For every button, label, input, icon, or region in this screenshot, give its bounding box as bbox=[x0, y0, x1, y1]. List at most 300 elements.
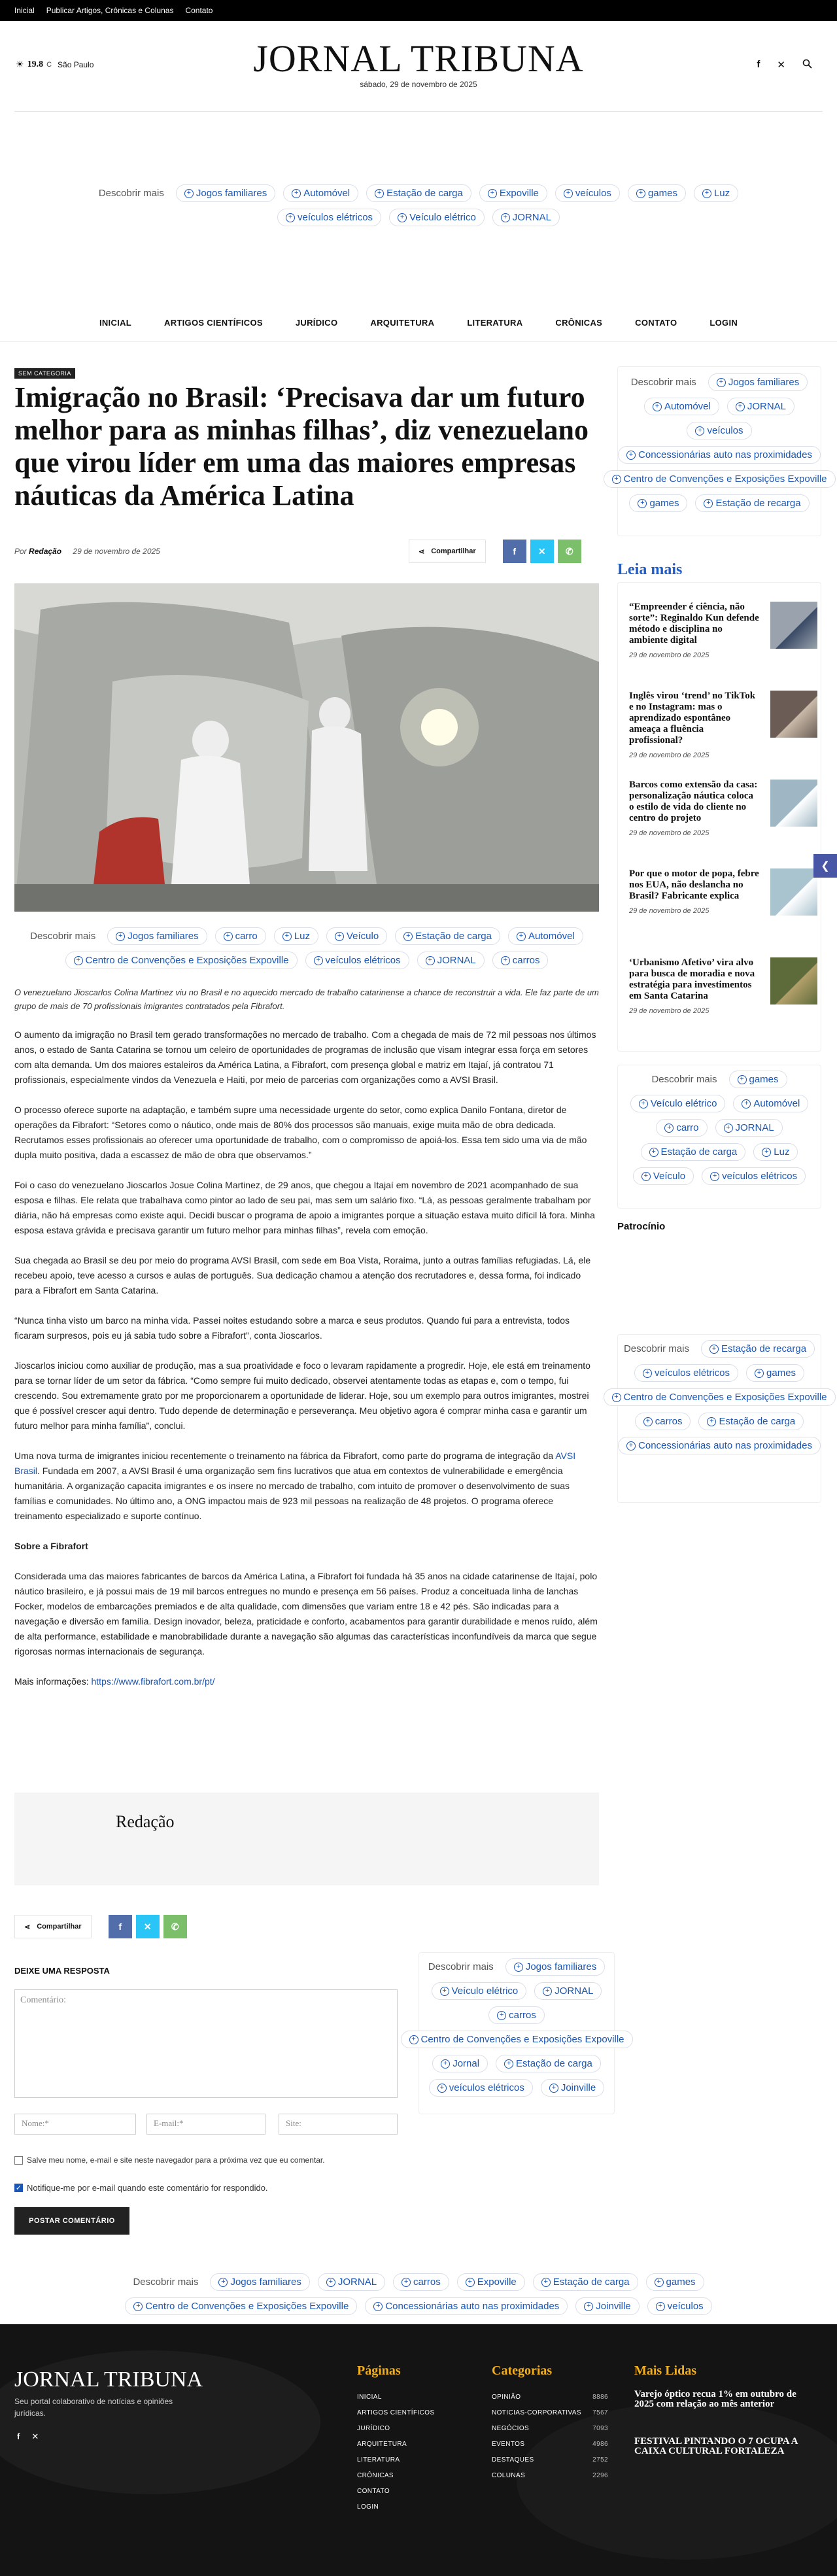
plus-circle-icon: + bbox=[543, 1987, 552, 1996]
paragraph-text: Uma nova turma de imigrantes iniciou recentemente o treinamento na fábrica da Fibrafort, como parte do programa de integração da bbox=[14, 1451, 556, 1461]
footer-category-opiniao[interactable] bbox=[492, 2390, 608, 2405]
chip-concessionarias-auto-nas-proximidades[interactable] bbox=[365, 2297, 568, 2315]
share-button[interactable] bbox=[14, 1915, 92, 1938]
chip-label: Automóvel bbox=[753, 1098, 800, 1109]
chip-label: veículos elétricos bbox=[298, 212, 373, 223]
sidebar-discover-2 bbox=[617, 1065, 821, 1209]
chip-jornal[interactable] bbox=[432, 2055, 488, 2072]
chip-label: Estação de carga bbox=[719, 1416, 796, 1427]
footer-page-juridico[interactable]: JURÍDICO bbox=[357, 2425, 390, 2432]
facebook-icon[interactable]: f bbox=[757, 59, 760, 70]
chip-estacao-de-carga[interactable] bbox=[698, 1413, 804, 1430]
author-box bbox=[14, 1793, 599, 1885]
paginas-list bbox=[357, 2390, 435, 2515]
chip-label: veículos elétricos bbox=[449, 2082, 524, 2093]
chip-automovel[interactable] bbox=[733, 1095, 808, 1112]
chip-label: Luz bbox=[713, 188, 730, 199]
reply-title: DEIXE UMA RESPOSTA bbox=[14, 1966, 110, 1976]
chip-veiculos[interactable] bbox=[647, 2297, 712, 2315]
plus-circle-icon: + bbox=[541, 2278, 551, 2287]
paragraph: Foi o caso do venezuelano Jioscarlos Josue Colina Martinez, de 29 anos, que chegou a Itajaí em novembro de 2021 acompanhado de sua esposa e filhas. Ele relata que trabalhava como pintor ao lado de seu pai, mas sem um salário fixo. “Lá, as pessoas geralmente trabalham por diária, não há empresas como existe aqui. Decidi buscar o programa de apoio a imigrantes porque a situação estava muito difícil lá fora. Minha esposa estava grávida e precisava garantir um futuro melhor para minhas filhas”, revela com emoção. bbox=[14, 1180, 595, 1235]
share-button[interactable] bbox=[409, 540, 486, 563]
chip-label: JORNAL bbox=[512, 212, 551, 223]
plus-circle-icon: + bbox=[501, 213, 510, 222]
plus-circle-icon: + bbox=[373, 2302, 383, 2311]
author-link[interactable]: Redação bbox=[29, 547, 62, 556]
leia-mais-title-link[interactable]: Inglês virou ‘trend’ no TikTok e no Instagram: mas o aprendizado espontâneo ameaça a fluência profissional? bbox=[629, 691, 756, 746]
chip-carros[interactable] bbox=[488, 2006, 545, 2024]
nav-item-login[interactable]: LOGIN bbox=[709, 318, 738, 328]
plus-circle-icon: + bbox=[501, 956, 510, 965]
facebook-icon[interactable]: f bbox=[17, 2431, 20, 2441]
chip-concessionarias-auto-nas-proximidades[interactable] bbox=[618, 1437, 821, 1454]
plus-circle-icon: + bbox=[488, 189, 497, 198]
chip-estacao-de-recarga[interactable] bbox=[701, 1340, 815, 1358]
weather-unit: C bbox=[46, 60, 52, 69]
leia-mais-item[interactable] bbox=[629, 691, 817, 759]
patrocinio-heading: Patrocínio bbox=[617, 1221, 666, 1232]
chip-jornal[interactable] bbox=[534, 1982, 602, 2000]
plus-circle-icon: + bbox=[638, 499, 647, 508]
plus-circle-icon: + bbox=[218, 2278, 228, 2287]
checkbox-icon[interactable] bbox=[14, 2156, 23, 2165]
chip-games[interactable] bbox=[646, 2273, 704, 2291]
plus-circle-icon: + bbox=[282, 932, 292, 941]
nav-item-inicial[interactable]: INICIAL bbox=[99, 318, 131, 328]
scroll-arrow-icon[interactable]: ❮ bbox=[813, 854, 837, 878]
chip-label: Veículo elétrico bbox=[409, 212, 476, 223]
plus-circle-icon: + bbox=[514, 1963, 523, 1972]
plus-circle-icon: + bbox=[755, 1369, 764, 1378]
paragraph bbox=[14, 1449, 599, 1524]
chip-expoville[interactable] bbox=[479, 184, 547, 202]
chip-label: Automóvel bbox=[303, 188, 350, 199]
chip-estacao-de-recarga[interactable] bbox=[695, 494, 809, 512]
chip-label: games bbox=[649, 498, 679, 509]
chip-games[interactable] bbox=[629, 494, 687, 512]
chip-veiculo[interactable] bbox=[326, 927, 387, 945]
post-comment-button[interactable]: POSTAR COMENTÁRIO bbox=[14, 2207, 129, 2235]
author-box-name[interactable]: Redação bbox=[116, 1812, 175, 1831]
fibrafort-link[interactable]: https://www.fibrafort.com.br/pt/ bbox=[91, 1676, 215, 1687]
chip-centro-de-convencoes-e-exposicoes-expoville[interactable] bbox=[604, 1388, 836, 1406]
discover-more-label: Descobrir mais bbox=[133, 2276, 199, 2288]
footer-category-colunas[interactable] bbox=[492, 2468, 608, 2484]
footer-page-artigos-cientificos[interactable]: ARTIGOS CIENTÍFICOS bbox=[357, 2409, 435, 2416]
nav-item-cronicas[interactable]: CRÔNICAS bbox=[555, 318, 603, 328]
discover-more-label: Descobrir mais bbox=[630, 377, 696, 388]
paragraph: Sua chegada ao Brasil se deu por meio do programa AVSI Brasil, com sede em Boa Vista, Roraima, junto a outras famílias refugiadas. Lá, ele recebeu apoio, teve acesso a cursos e aulas de português. Sua dedicação chamou a atenção dos recrutadores e, dessa forma, foi indicado para a Fibrafort em Santa Catarina. bbox=[14, 1255, 591, 1296]
leia-mais-thumbnail[interactable] bbox=[770, 780, 817, 827]
footer-category-negocios[interactable] bbox=[492, 2421, 608, 2437]
leia-mais-title-link[interactable]: ‘Urbanismo Afetivo’ vira alvo para busca de moradia e nova estratégia para investimentos em Santa Catarina bbox=[629, 957, 755, 1001]
chip-jornal[interactable] bbox=[715, 1119, 783, 1137]
chip-label: Veículo elétrico bbox=[650, 1098, 717, 1109]
chip-label: Concessionárias auto nas proximidades bbox=[638, 449, 812, 460]
site-logo[interactable]: JORNAL TRIBUNA bbox=[253, 37, 584, 80]
plus-circle-icon: + bbox=[437, 2084, 447, 2093]
chip-carros[interactable] bbox=[492, 952, 549, 969]
leia-mais-item[interactable] bbox=[629, 602, 817, 659]
chip-label: Estação de recarga bbox=[715, 498, 801, 509]
discover-more-label: Descobrir mais bbox=[30, 931, 96, 942]
chip-luz[interactable] bbox=[753, 1143, 798, 1161]
chip-label: carros bbox=[413, 2276, 441, 2288]
chip-label: Centro de Convenções e Exposições Expoville bbox=[623, 473, 827, 485]
chip-label: Estação de carga bbox=[516, 2058, 592, 2069]
footer-page-literatura[interactable]: LITERATURA bbox=[357, 2456, 400, 2464]
category-count: 2296 bbox=[592, 2472, 608, 2479]
discover-bottom bbox=[0, 2273, 837, 2315]
chip-jogos-familiares[interactable] bbox=[505, 1958, 605, 1976]
email-field[interactable]: E-mail:* bbox=[146, 2114, 265, 2135]
chip-label: Automóvel bbox=[528, 931, 575, 942]
chip-label: JORNAL bbox=[337, 2276, 377, 2288]
chip-label: Luz bbox=[774, 1146, 790, 1158]
plus-circle-icon: + bbox=[704, 499, 713, 508]
search-icon[interactable] bbox=[802, 59, 812, 71]
footer-category-noticias-corporativas[interactable] bbox=[492, 2405, 608, 2421]
chip-jogos-familiares[interactable] bbox=[210, 2273, 309, 2291]
paragraph: Considerada uma das maiores fabricantes de barcos da América Latina, a Fibrafort foi fundada há 35 anos na cidade catarinense de Itajaí, polo náutico brasileiro, e já possui mais de 19 mil barcos entregues no mundo e presença em 56 países. Produz a conceituada linha de lanchas Focker, modelos de embarcações premiados e de alta qualidade, com dimensões que variam entre 18 e 42 pés. São indicadas para a navegação e diversão em família. Design inovador, beleza, praticidade e conforto, acabamentos para garantir durabilidade e menos ruído, além de alta performance, estabilidade e manobrabilidade durante a navegação são algumas das características inconfundíveis da marca que segue rigorosas normas internacionais de segurança. bbox=[14, 1571, 598, 1657]
comment-textarea[interactable]: Comentário: bbox=[14, 1989, 398, 2098]
category-name: NEGÓCIOS bbox=[492, 2425, 530, 2432]
chip-veiculos-eletricos[interactable] bbox=[429, 2079, 533, 2097]
nav-item-arquitetura[interactable]: ARQUITETURA bbox=[370, 318, 435, 328]
chip-label: Centro de Convenções e Exposições Expoville bbox=[623, 1392, 827, 1403]
chip-label: carro bbox=[676, 1122, 699, 1133]
chip-jogos-familiares[interactable] bbox=[107, 927, 207, 945]
chip-veiculo-eletrico[interactable] bbox=[432, 1982, 527, 2000]
mais-lidas-item[interactable]: Varejo óptico recua 1% em outubro de 2025 com relação ao mês anterior bbox=[634, 2389, 796, 2409]
plus-circle-icon: + bbox=[116, 932, 125, 941]
category-count: 7567 bbox=[592, 2409, 608, 2416]
nav-item-artigos-cientificos[interactable]: ARTIGOS CIENTÍFICOS bbox=[164, 318, 263, 328]
leia-mais-thumbnail[interactable] bbox=[770, 957, 817, 1005]
footer-logo[interactable]: JORNAL TRIBUNA bbox=[14, 2367, 203, 2392]
chip-automovel[interactable] bbox=[644, 398, 719, 415]
plus-circle-icon: + bbox=[564, 189, 573, 198]
plus-circle-icon: + bbox=[612, 1393, 621, 1402]
chip-veiculos-eletricos[interactable] bbox=[634, 1364, 738, 1382]
chip-label: veículos bbox=[575, 188, 611, 199]
leia-mais-title-link[interactable]: “Empreender é ciência, não sorte”: Reginaldo Kun defende método e disciplina no ambiente digital bbox=[629, 602, 759, 645]
leia-mais-title-link[interactable]: Barcos como extensão da casa: personalização náutica coloca o estilo de vida do cliente no centro do projeto bbox=[629, 780, 758, 823]
paragraph: Jioscarlos iniciou como auxiliar de produção, mas a sua proatividade e foco o levaram rapidamente a progredir. Hoje, ele está em treinamento para se tornar líder de um setor da fábrica. “Como sempre fui muito dedicado, observei atentamente todas as etapas e, com o tempo, fui crescendo. Sou extremamente grato por me proporcionarem a oportunidade de liderar. Hoje, sou um exemplo para outros imigrantes, mostrei que é possível crescer aqui dentro. Tudo depende de determinação e perseverança. Meu objetivo agora é comprar minha casa e garantir um futuro melhor para minha família”, conclui. bbox=[14, 1360, 590, 1431]
chip-label: veículos elétricos bbox=[654, 1367, 730, 1379]
category-count: 2752 bbox=[592, 2456, 608, 2464]
plus-circle-icon: + bbox=[639, 1099, 648, 1108]
share-label: Compartilhar bbox=[431, 547, 476, 555]
divider bbox=[14, 111, 823, 112]
chip-label: carros bbox=[509, 2010, 536, 2021]
nav-item-contato[interactable]: CONTATO bbox=[635, 318, 677, 328]
chip-estacao-de-carga[interactable] bbox=[641, 1143, 746, 1161]
chip-label: carro bbox=[235, 931, 258, 942]
chip-carros[interactable] bbox=[393, 2273, 449, 2291]
paginas-heading: Páginas bbox=[357, 2363, 401, 2378]
section-subtitle: Sobre a Fibrafort bbox=[14, 1541, 88, 1551]
chip-estacao-de-carga[interactable] bbox=[395, 927, 500, 945]
share-icon: ⋖ bbox=[24, 1923, 31, 1931]
chip-label: JORNAL bbox=[555, 1985, 594, 1997]
chip-label: Automóvel bbox=[664, 401, 711, 412]
share-top bbox=[409, 540, 581, 563]
plus-circle-icon: + bbox=[74, 956, 83, 965]
plus-circle-icon: + bbox=[724, 1124, 733, 1133]
chip-veiculos[interactable] bbox=[555, 184, 620, 202]
chip-label: Veículo bbox=[653, 1171, 686, 1182]
footer-page-contato[interactable]: CONTATO bbox=[357, 2488, 390, 2495]
leia-mais-title-link[interactable]: Por que o motor de popa, febre nos EUA, não deslancha no Brasil? Fabricante explica bbox=[629, 868, 759, 901]
paragraph-text: Mais informações: bbox=[14, 1676, 92, 1687]
facebook-share-icon[interactable]: f bbox=[109, 1915, 132, 1938]
save-info-label: Salve meu nome, e-mail e site neste navegador para a próxima vez que eu comentar. bbox=[27, 2155, 325, 2165]
plus-circle-icon: + bbox=[653, 402, 662, 411]
discover-under-image bbox=[14, 927, 599, 969]
plus-circle-icon: + bbox=[133, 2302, 143, 2311]
category-name: DESTAQUES bbox=[492, 2456, 534, 2464]
chip-label: Estação de recarga bbox=[721, 1343, 807, 1354]
chip-label: games bbox=[749, 1074, 779, 1085]
chip-label: Jogos familiares bbox=[728, 377, 800, 388]
leia-mais-thumbnail[interactable] bbox=[770, 602, 817, 649]
save-info-checkbox[interactable] bbox=[14, 2155, 325, 2165]
plus-circle-icon: + bbox=[736, 402, 745, 411]
weather-temp: 19.8 bbox=[27, 59, 44, 69]
chip-label: Jornal bbox=[453, 2058, 480, 2069]
category-name: COLUNAS bbox=[492, 2472, 526, 2479]
share-icon: ⋖ bbox=[418, 547, 425, 556]
facebook-share-icon[interactable]: f bbox=[503, 540, 526, 563]
chip-label: Centro de Convenções e Exposições Expoville bbox=[145, 2301, 349, 2312]
chip-label: veículos elétricos bbox=[722, 1171, 798, 1182]
plus-circle-icon: + bbox=[707, 1417, 716, 1426]
checkbox-checked-icon[interactable]: ✓ bbox=[15, 2184, 22, 2192]
chip-label: veículos bbox=[707, 425, 743, 436]
notify-checkbox[interactable] bbox=[14, 2183, 268, 2193]
plus-circle-icon: + bbox=[441, 2059, 450, 2069]
category-count: 8886 bbox=[592, 2394, 608, 2401]
comments-discover bbox=[411, 1952, 624, 2114]
chip-label: carros bbox=[655, 1416, 683, 1427]
plus-circle-icon: + bbox=[440, 1987, 449, 1996]
plus-circle-icon: + bbox=[626, 1441, 636, 1451]
chip-label: Expoville bbox=[477, 2276, 517, 2288]
plus-circle-icon: + bbox=[649, 1148, 658, 1157]
chip-jogos-familiares[interactable] bbox=[176, 184, 275, 202]
nav-item-literatura[interactable]: LITERATURA bbox=[467, 318, 523, 328]
chip-centro-de-convencoes-e-exposicoes-expoville[interactable] bbox=[604, 470, 836, 488]
chip-carros[interactable] bbox=[635, 1413, 691, 1430]
plus-circle-icon: + bbox=[584, 2302, 593, 2311]
article-body bbox=[14, 1027, 599, 1704]
sidebar-discover-3 bbox=[614, 1334, 827, 1503]
chip-joinville[interactable] bbox=[575, 2297, 639, 2315]
chip-label: Concessionárias auto nas proximidades bbox=[638, 1440, 812, 1451]
chip-label: Jogos familiares bbox=[525, 1961, 597, 1972]
topbar-link-inicial[interactable]: Inicial bbox=[14, 6, 35, 15]
plus-circle-icon: + bbox=[409, 2035, 418, 2044]
chip-games[interactable] bbox=[746, 1364, 804, 1382]
chip-label: Estação de carga bbox=[386, 188, 463, 199]
leia-mais-thumbnail[interactable] bbox=[770, 691, 817, 738]
paragraph bbox=[14, 1674, 599, 1689]
chip-jornal[interactable] bbox=[727, 398, 794, 415]
chip-automovel[interactable] bbox=[283, 184, 358, 202]
leia-mais-date: 29 de novembro de 2025 bbox=[629, 1007, 709, 1015]
chip-automovel[interactable] bbox=[508, 927, 583, 945]
header-date: sábado, 29 de novembro de 2025 bbox=[360, 80, 477, 89]
chip-label: JORNAL bbox=[437, 955, 476, 966]
plus-circle-icon: + bbox=[403, 932, 413, 941]
chip-luz[interactable] bbox=[274, 927, 318, 945]
chip-label: Estação de carga bbox=[415, 931, 492, 942]
leia-mais-title: Leia mais bbox=[617, 561, 683, 578]
chip-label: games bbox=[766, 1367, 796, 1379]
chip-expoville[interactable] bbox=[457, 2273, 525, 2291]
footer-page-arquitetura[interactable]: ARQUITETURA bbox=[357, 2441, 407, 2448]
category-count: 4986 bbox=[592, 2441, 608, 2448]
footer-category-destaques[interactable] bbox=[492, 2452, 608, 2468]
whatsapp-share-icon[interactable]: ✆ bbox=[558, 540, 581, 563]
whatsapp-share-icon[interactable]: ✆ bbox=[163, 1915, 187, 1938]
plus-circle-icon: + bbox=[656, 2302, 665, 2311]
plus-circle-icon: + bbox=[401, 2278, 411, 2287]
chip-centro-de-convencoes-e-exposicoes-expoville[interactable] bbox=[125, 2297, 357, 2315]
category-name: EVENTOS bbox=[492, 2441, 525, 2448]
plus-circle-icon: + bbox=[636, 189, 645, 198]
x-share-icon[interactable]: ✕ bbox=[136, 1915, 160, 1938]
plus-circle-icon: + bbox=[549, 2084, 558, 2093]
site-header bbox=[0, 21, 837, 112]
chip-jornal[interactable] bbox=[492, 209, 560, 226]
chip-label: games bbox=[666, 2276, 696, 2288]
plus-circle-icon: + bbox=[184, 189, 194, 198]
chip-label: Expoville bbox=[499, 188, 539, 199]
footer-page-inicial[interactable]: INICIAL bbox=[357, 2394, 382, 2401]
plus-circle-icon: + bbox=[286, 213, 295, 222]
site-footer bbox=[0, 2324, 837, 2576]
footer-page-cronicas[interactable]: CRÔNICAS bbox=[357, 2472, 394, 2479]
chip-label: Centro de Convenções e Exposições Expoville bbox=[85, 955, 289, 966]
article-hero-image bbox=[14, 583, 599, 912]
leia-mais-thumbnail[interactable] bbox=[770, 868, 817, 916]
divider bbox=[0, 341, 837, 342]
plus-circle-icon: + bbox=[497, 2011, 506, 2020]
chip-jornal[interactable] bbox=[417, 952, 485, 969]
nav-item-juridico[interactable]: JURÍDICO bbox=[295, 318, 338, 328]
chip-estacao-de-carga[interactable] bbox=[533, 2273, 638, 2291]
chip-estacao-de-carga[interactable] bbox=[496, 2055, 601, 2072]
article-title: Imigração no Brasil: ‘Precisava dar um futuro melhor para as minhas filhas’, diz venezuelano que virou líder em uma das maiores empresas náuticas da América Latina bbox=[14, 381, 589, 511]
footer-category-eventos[interactable] bbox=[492, 2437, 608, 2452]
category-tag[interactable]: SEM CATEGORIA bbox=[14, 368, 75, 379]
paragraph: O processo oferece suporte na adaptação, e também supre uma necessidade urgente do setor, como explica Danilo Fontana, diretor de operações da Fibrafort: “Setores como o náutico, onde mais de 80% dos processos são manuais, exige muita mão de obra dedicada. Recrutamos esses profissionais ao oferecer uma oportunidade de trabalho, com o compromisso de apoiá-los. Essa tem sido uma via de mão dupla muito positiva, dada a escassez de mão de obra que observamos.” bbox=[14, 1105, 587, 1160]
plus-circle-icon: + bbox=[641, 1172, 651, 1181]
chip-label: carros bbox=[512, 955, 540, 966]
discover-more-label: Descobrir mais bbox=[428, 1961, 494, 1972]
chip-label: Luz bbox=[294, 931, 310, 942]
share-label: Compartilhar bbox=[37, 1923, 82, 1931]
paragraph: O aumento da imigração no Brasil tem gerado transformações no mercado de trabalho. Com a chegada de mais de 72 mil pessoas nos últimos anos, o estado de Santa Catarina se tornou um celeiro de oportunidades de programas de inclusão que visam integrar essa força em setores com alta demanda. Um dos maiores estaleiros da América Latina, a Fibrafort, com presença global e matriz em Itajaí, já contratou 71 profissionais, especialmente vindos da Venezuela e Haiti, por meio de parcerias com organizações como a AVSI Brasil. bbox=[14, 1029, 596, 1085]
chip-joinville[interactable] bbox=[541, 2079, 604, 2097]
weather-city: São Paulo bbox=[58, 60, 94, 69]
discover-more-label: Descobrir mais bbox=[98, 188, 164, 199]
plus-circle-icon: + bbox=[626, 451, 636, 460]
chip-estacao-de-carga[interactable] bbox=[366, 184, 471, 202]
chip-label: games bbox=[647, 188, 677, 199]
chip-centro-de-convencoes-e-exposicoes-expoville[interactable] bbox=[65, 952, 298, 969]
chip-carro[interactable] bbox=[215, 927, 266, 945]
chip-veiculos-eletricos[interactable] bbox=[305, 952, 409, 969]
x-share-icon[interactable]: ✕ bbox=[530, 540, 554, 563]
plus-circle-icon: + bbox=[717, 378, 726, 387]
category-name: NOTICIAS-CORPORATIVAS bbox=[492, 2409, 581, 2416]
site-field[interactable]: Site: bbox=[279, 2114, 398, 2135]
discover-more-label: Descobrir mais bbox=[623, 1343, 689, 1354]
plus-circle-icon: + bbox=[655, 2278, 664, 2287]
plus-circle-icon: + bbox=[335, 932, 344, 941]
topbar-link-contato[interactable]: Contato bbox=[185, 6, 213, 15]
chip-veiculo-eletrico[interactable] bbox=[389, 209, 485, 226]
plus-circle-icon: + bbox=[224, 932, 233, 941]
sun-icon: ☀ bbox=[16, 59, 24, 69]
chip-label: Estação de carga bbox=[553, 2276, 630, 2288]
name-field[interactable]: Nome:* bbox=[14, 2114, 136, 2135]
avsi-link[interactable]: AVSI Brasil bbox=[14, 1451, 576, 1476]
leia-mais-item[interactable] bbox=[629, 868, 817, 915]
chip-games[interactable] bbox=[628, 184, 686, 202]
chip-label: veículos elétricos bbox=[325, 955, 401, 966]
plus-circle-icon: + bbox=[612, 475, 621, 484]
x-icon[interactable]: ✕ bbox=[777, 60, 785, 71]
by-label: Por bbox=[14, 547, 27, 556]
plus-circle-icon: + bbox=[426, 956, 435, 965]
leia-mais-item[interactable] bbox=[629, 957, 817, 1015]
topbar-link-publicar[interactable]: Publicar Artigos, Crônicas e Colunas bbox=[46, 6, 174, 15]
chip-veiculos-eletricos[interactable] bbox=[702, 1167, 806, 1185]
footer-page-login[interactable]: LOGIN bbox=[357, 2503, 379, 2511]
plus-circle-icon: + bbox=[664, 1124, 674, 1133]
share-bottom bbox=[14, 1915, 187, 1938]
chip-jornal[interactable] bbox=[318, 2273, 385, 2291]
chip-veiculos-eletricos[interactable] bbox=[277, 209, 381, 226]
chip-veiculo[interactable] bbox=[633, 1167, 694, 1185]
chip-label: Veículo elétrico bbox=[451, 1985, 519, 1997]
chip-luz[interactable] bbox=[694, 184, 738, 202]
category-name: OPINIÃO bbox=[492, 2394, 521, 2401]
main-nav bbox=[0, 314, 837, 334]
plus-circle-icon: + bbox=[375, 189, 384, 198]
chip-games[interactable] bbox=[729, 1071, 787, 1088]
chip-carro[interactable] bbox=[656, 1119, 707, 1137]
plus-circle-icon: + bbox=[702, 189, 711, 198]
leia-mais-item[interactable] bbox=[629, 780, 817, 837]
x-icon[interactable]: ✕ bbox=[31, 2431, 39, 2441]
plus-circle-icon: + bbox=[762, 1148, 771, 1157]
chip-label: Jogos familiares bbox=[196, 188, 267, 199]
chip-concessionarias-auto-nas-proximidades[interactable] bbox=[618, 446, 821, 464]
chip-veiculo-eletrico[interactable] bbox=[630, 1095, 726, 1112]
top-bar bbox=[0, 0, 837, 21]
chip-veiculos[interactable] bbox=[687, 422, 751, 439]
chip-jogos-familiares[interactable] bbox=[708, 373, 808, 391]
mais-lidas-item[interactable]: FESTIVAL PINTANDO O 7 OCUPA A CAIXA CULTURAL FORTALEZA bbox=[634, 2436, 798, 2456]
mais-lidas-heading: Mais Lidas bbox=[634, 2363, 697, 2378]
chip-centro-de-convencoes-e-exposicoes-expoville[interactable] bbox=[401, 2031, 633, 2048]
category-count: 7093 bbox=[592, 2425, 608, 2432]
